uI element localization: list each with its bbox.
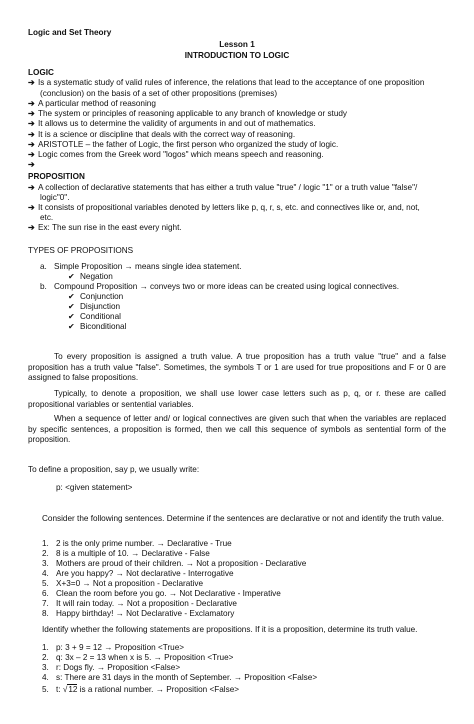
logic-bullet: ➔ Logic comes from the Greek word "logos" which means speech and reasoning. xyxy=(28,150,324,159)
check-icon: ✔ xyxy=(68,272,75,281)
implies-arrow: → xyxy=(168,589,178,598)
implies-arrow: → xyxy=(155,685,164,694)
exercise2-item: 1. p: 3 + 9 = 12 → Proposition <True> xyxy=(42,643,185,652)
implies-arrow: → xyxy=(185,559,194,568)
implies-arrow: → xyxy=(96,663,105,672)
implies-arrow: → xyxy=(153,653,162,662)
implies-arrow: → xyxy=(124,262,133,271)
check-item: ✔ Negation xyxy=(68,272,113,281)
check-icon: ✔ xyxy=(68,292,75,301)
lesson-title: INTRODUCTION TO LOGIC xyxy=(184,51,290,60)
implies-arrow: → xyxy=(156,539,165,548)
implies-arrow: → xyxy=(104,643,113,652)
exercise1-instruction: Consider the following sentences. Determine if the sentences are declarative or not and identify the truth value. xyxy=(42,514,444,523)
simple-proposition-item: a. Simple Proposition → means single idea statement. xyxy=(40,262,242,271)
proposition-bullet: ➔ A collection of declarative statements that has either a truth value "true" / logic "1" or a truth value "false"/ xyxy=(28,183,418,192)
arrow-icon: ➔ xyxy=(28,203,35,212)
arrow-icon: ➔ xyxy=(28,99,35,108)
implies-arrow: → xyxy=(82,579,91,588)
exercise2-item: 2. q: 3x – 2 = 13 when x is 5. → Proposition <True> xyxy=(42,653,234,662)
implies-arrow: → xyxy=(131,549,140,558)
proposition-bullet-continuation: etc. xyxy=(40,213,54,222)
proposition-bullet-continuation: logic"0". xyxy=(40,193,70,202)
logic-bullet: ➔ ARISTOTLE – the father of Logic, the first person who organized the study of logic. xyxy=(28,140,339,149)
paragraph: Typically, to denote a proposition, we shall use lower case letters such as p, q, or r. these are called propositional variables or sentential variables. xyxy=(28,389,446,409)
arrow-icon: ➔ xyxy=(28,150,35,159)
exercise1-item: 5. X+3=0 → Not a proposition - Declarative xyxy=(42,579,204,588)
arrow-icon: ➔ xyxy=(28,109,35,118)
lesson-number: Lesson 1 xyxy=(219,40,255,49)
implies-arrow: → xyxy=(139,282,148,291)
check-item: ✔ Biconditional xyxy=(68,322,127,331)
check-item: ✔ Conjunction xyxy=(68,292,124,301)
check-item: ✔ Conditional xyxy=(68,312,121,321)
check-icon: ✔ xyxy=(68,302,75,311)
logic-bullet-empty xyxy=(28,160,38,171)
logic-bullet: ➔ It allows us to determine the validity of arguments in and out of mathematics. xyxy=(28,119,316,128)
exercise2-instruction: Identify whether the following statements are propositions. If it is a proposition, determine its truth value. xyxy=(42,625,418,634)
logic-heading: LOGIC xyxy=(28,68,54,77)
proposition-bullet: ➔ Ex: The sun rise in the east every night. xyxy=(28,223,182,232)
logic-bullet: ➔ It is a science or discipline that deals with the correct way of reasoning. xyxy=(28,130,296,139)
exercise1-item: 8. Happy birthday! → Not Declarative - Exclamatory xyxy=(42,609,235,618)
check-item: ✔ Disjunction xyxy=(68,302,121,311)
proposition-bullet: ➔ It consists of propositional variables denoted by letters like p, q, r, s, etc. and connectives like or, and, not, xyxy=(28,203,420,212)
implies-arrow: → xyxy=(115,569,124,578)
arrow-icon: ➔ xyxy=(28,140,35,149)
doc-title: Logic and Set Theory xyxy=(28,28,112,37)
proposition-heading: PROPOSITION xyxy=(28,172,85,181)
arrow-icon: ➔ xyxy=(28,119,35,128)
paragraph: When a sequence of letter and/ or logical connectives are given such that when the variables are replaced by specific sentences, a proposition is formed, then we call this sequence of symbols as sentential form of the proposition. xyxy=(28,414,446,445)
logic-bullet: ➔ Is a systematic study of valid rules of inference, the relations that lead to the acceptance of one proposition xyxy=(28,78,425,87)
exercise1-item: 2. 8 is a multiple of 10. → Declarative - False xyxy=(42,549,210,558)
define-example: p: <given statement> xyxy=(56,483,133,492)
implies-arrow: → xyxy=(115,609,124,618)
exercise2-item: 5. t: √12 is a rational number. → Proposition <False> xyxy=(42,685,240,694)
exercise2-item: 3. r: Dogs fly. → Proposition <False> xyxy=(42,663,181,672)
define-line: To define a proposition, say p, we usually write: xyxy=(28,465,200,474)
exercise2-item: 4. s: There are 31 days in the month of September. → Proposition <False> xyxy=(42,673,318,682)
logic-bullet: ➔ A particular method of reasoning xyxy=(28,99,156,108)
exercise1-item: 4. Are you happy? → Not declarative - Interrogative xyxy=(42,569,234,578)
arrow-icon: ➔ xyxy=(28,223,35,232)
exercise1-item: 1. 2 is the only prime number. → Declarative - True xyxy=(42,539,232,548)
arrow-icon: ➔ xyxy=(28,183,35,192)
exercise1-item: 6. Clean the room before you go. → Not Declarative - Imperative xyxy=(42,589,281,598)
logic-bullet: ➔ The system or principles of reasoning applicable to any branch of knowledge or study xyxy=(28,109,348,118)
arrow-icon: ➔ xyxy=(28,130,35,139)
arrow-icon: ➔ xyxy=(28,160,35,169)
compound-proposition-item: b. Compound Proposition → conveys two or more ideas can be created using logical connectives. xyxy=(40,282,399,291)
logic-bullet-continuation: (conclusion) on the basis of a set of other propositions (premises) xyxy=(40,89,278,98)
check-icon: ✔ xyxy=(68,322,75,331)
sqrt-icon: √ xyxy=(62,685,68,694)
check-icon: ✔ xyxy=(68,312,75,321)
exercise1-item: 3. Mothers are proud of their children. → Not a proposition - Declarative xyxy=(42,559,307,568)
radicand: 12 xyxy=(68,685,78,694)
types-heading: TYPES OF PROPOSITIONS xyxy=(28,246,134,255)
implies-arrow: → xyxy=(233,673,242,682)
implies-arrow: → xyxy=(116,599,125,608)
exercise1-item: 7. It will rain today. → Not a proposition - Declarative xyxy=(42,599,237,608)
arrow-icon: ➔ xyxy=(28,78,35,87)
paragraph: To every proposition is assigned a truth value. A true proposition has a truth value "true" and a false proposition has a truth value "false". Sometimes, the symbols T or 1 are used for true propositions and F or 0 are assigned to false propositions. xyxy=(28,352,446,383)
